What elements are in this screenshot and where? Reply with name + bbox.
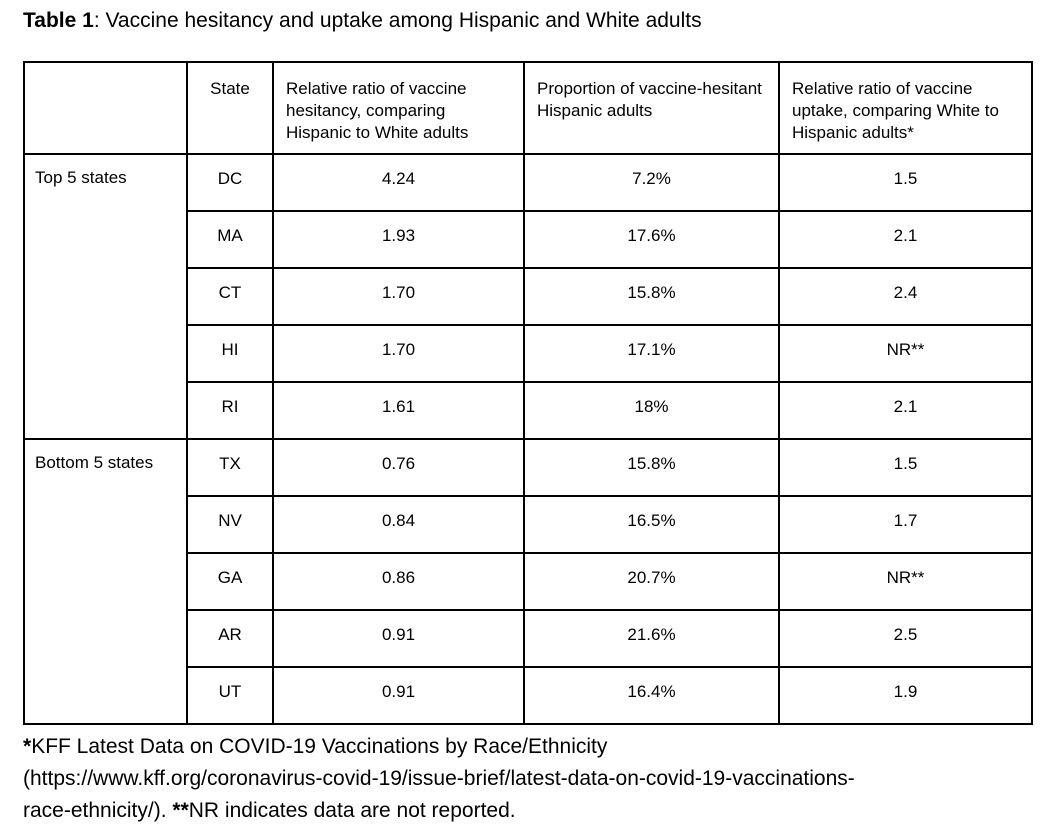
footnote-line-1 [23,731,1041,763]
cell-hesitant-proportion: 16.5% [524,496,779,553]
footnote-marker-1: * [23,735,32,758]
cell-hesitancy-ratio: 1.70 [273,268,524,325]
table-footnote [23,731,1041,827]
cell-uptake-ratio: 1.5 [779,439,1032,496]
cell-hesitant-proportion: 20.7% [524,553,779,610]
footnote-url-text: (https://www.kff.org/coronavirus-covid-19/issue-brief/latest-data-on-covid-19-vaccinations- [23,767,855,790]
header-hesitant-proportion: Proportion of vaccine-hesitant Hispanic adults [524,62,779,154]
cell-state: HI [187,325,273,382]
header-hesitancy-ratio: Relative ratio of vaccine hesitancy, comparing Hispanic to White adults [273,62,524,154]
cell-state: MA [187,211,273,268]
cell-state: NV [187,496,273,553]
data-table [23,61,1033,725]
footnote-line-2 [23,763,1041,795]
table-caption-label: Table 1 [23,9,94,32]
cell-hesitant-proportion: 21.6% [524,610,779,667]
header-state: State [187,62,273,154]
cell-state: GA [187,553,273,610]
footnote-nr-text: NR indicates data are not reported. [188,799,516,822]
cell-state: TX [187,439,273,496]
footnote-marker-2: ** [172,799,189,822]
cell-state: RI [187,382,273,439]
cell-uptake-ratio: 1.9 [779,667,1032,724]
table-row [24,439,1032,496]
cell-hesitant-proportion: 7.2% [524,154,779,211]
cell-uptake-ratio: 2.1 [779,211,1032,268]
cell-hesitancy-ratio: 0.86 [273,553,524,610]
cell-hesitant-proportion: 15.8% [524,439,779,496]
cell-uptake-ratio: 1.5 [779,154,1032,211]
cell-state: UT [187,667,273,724]
cell-hesitancy-ratio: 4.24 [273,154,524,211]
cell-uptake-ratio: 2.5 [779,610,1032,667]
cell-uptake-ratio: 1.7 [779,496,1032,553]
cell-hesitancy-ratio: 0.84 [273,496,524,553]
group-label-top5: Top 5 states [24,154,187,439]
footnote-source-text: KFF Latest Data on COVID-19 Vaccinations by Race/Ethnicity [31,735,608,758]
header-row [24,62,1032,154]
table-caption [23,8,1041,34]
footnote-url-end-text: race-ethnicity/). [23,799,173,822]
cell-hesitant-proportion: 18% [524,382,779,439]
footnote-line-3 [23,795,1041,827]
cell-hesitancy-ratio: 0.91 [273,667,524,724]
cell-uptake-ratio: 2.4 [779,268,1032,325]
cell-state: CT [187,268,273,325]
cell-hesitancy-ratio: 1.93 [273,211,524,268]
table-caption-text: : Vaccine hesitancy and uptake among Hispanic and White adults [93,9,702,32]
cell-hesitant-proportion: 17.6% [524,211,779,268]
cell-hesitancy-ratio: 0.76 [273,439,524,496]
cell-hesitant-proportion: 16.4% [524,667,779,724]
header-group [24,62,187,154]
cell-hesitancy-ratio: 1.61 [273,382,524,439]
table-row [24,154,1032,211]
header-uptake-ratio: Relative ratio of vaccine uptake, comparing White to Hispanic adults* [779,62,1032,154]
cell-uptake-ratio: 2.1 [779,382,1032,439]
cell-uptake-ratio: NR** [779,325,1032,382]
cell-hesitant-proportion: 15.8% [524,268,779,325]
cell-hesitancy-ratio: 0.91 [273,610,524,667]
cell-state: AR [187,610,273,667]
cell-hesitancy-ratio: 1.70 [273,325,524,382]
cell-state: DC [187,154,273,211]
cell-uptake-ratio: NR** [779,553,1032,610]
group-label-bottom5: Bottom 5 states [24,439,187,724]
cell-hesitant-proportion: 17.1% [524,325,779,382]
